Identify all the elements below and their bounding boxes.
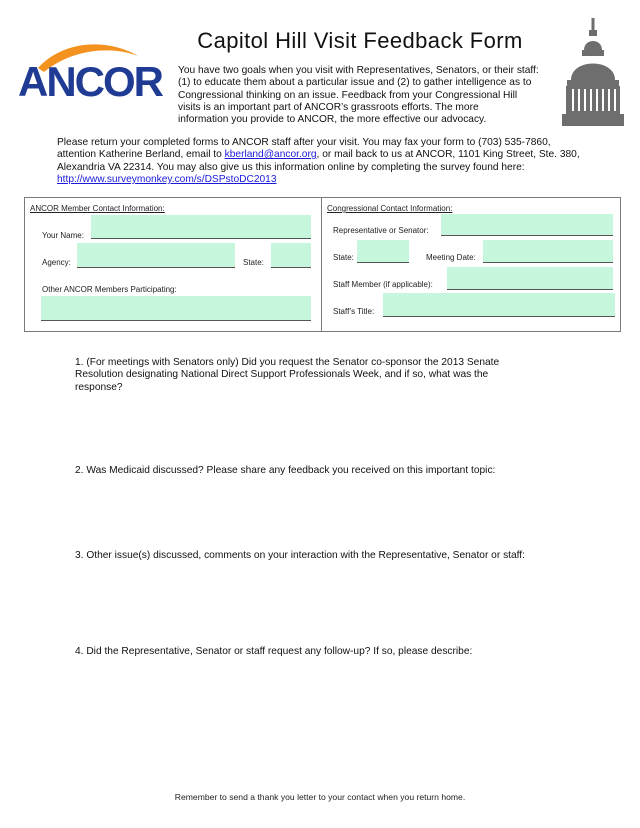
capitol-dome-icon — [562, 16, 624, 126]
question-3 — [75, 550, 575, 562]
agency-field[interactable] — [77, 243, 235, 268]
instructions-line: Alexandria VA 22314. You may also give us this information online by completing the survey found here: — [57, 161, 525, 173]
instructions-text: , or mail back to us at ANCOR, 1101 King Street, Ste. 380, — [316, 149, 580, 161]
staff-member-label: Staff Member (if applicable): — [333, 280, 433, 289]
other-members-label: Other ANCOR Members Participating: — [42, 285, 177, 294]
rep-senator-label: Representative or Senator: — [333, 226, 429, 235]
question-text: 1. (For meetings with Senators only) Did you request the Senator co-sponsor the 2013 Senate — [75, 357, 500, 368]
question-text: 4. Did the Representative, Senator or staff request any follow-up? If so, please describe: — [75, 646, 473, 657]
your-name-label: Your Name: — [42, 231, 84, 240]
intro-line: You have two goals when you visit with Representatives, Senators, or their staff: — [178, 65, 539, 76]
contact-info-box — [24, 197, 621, 332]
agency-label: Agency: — [42, 258, 71, 267]
question-4 — [75, 646, 575, 658]
ancor-logo — [18, 38, 174, 104]
your-name-field[interactable] — [91, 215, 311, 239]
intro-line: (1) to educate them about a particular issue and (2) to gather intelligence as to — [178, 77, 532, 89]
instructions-line — [57, 149, 617, 161]
instructions-line — [57, 174, 617, 186]
survey-link[interactable]: http://www.surveymonkey.com/s/DSPstoDC2013 — [57, 173, 277, 185]
instructions-line: Please return your completed forms to ANCOR staff after your visit. You may fax your form to (703) 535-7860, — [57, 137, 551, 148]
staff-member-field[interactable] — [447, 267, 613, 290]
congress-section-heading: Congressional Contact Information: — [327, 204, 453, 213]
member-state-field[interactable] — [271, 243, 311, 268]
footer-note: Remember to send a thank you letter to your contact when you return home. — [174, 792, 466, 802]
member-section-heading: ANCOR Member Contact Information: — [30, 204, 165, 213]
other-members-field[interactable] — [41, 296, 311, 321]
logo-text: ANCOR — [18, 58, 162, 105]
congress-state-label: State: — [333, 253, 354, 262]
question-1 — [75, 357, 575, 394]
intro-line: Congressional thinking on an issue. Feedback from your Congressional Hill — [178, 89, 518, 101]
staff-title-label: Staff’s Title: — [333, 307, 375, 316]
question-text: 3. Other issue(s) discussed, comments on your interaction with the Representative, Senator or staff: — [75, 550, 525, 561]
rep-senator-field[interactable] — [441, 214, 613, 236]
intro-paragraph — [178, 65, 558, 126]
meeting-date-field[interactable] — [483, 240, 613, 263]
intro-line: visits is an important part of ANCOR’s grassroots efforts. The more — [178, 101, 479, 113]
staff-title-field[interactable] — [383, 293, 615, 317]
question-text: 2. Was Medicaid discussed? Please share any feedback you received on this important topic: — [75, 465, 496, 476]
congress-state-field[interactable] — [357, 240, 409, 263]
email-link[interactable]: kberland@ancor.org — [224, 149, 317, 161]
member-state-label: State: — [243, 258, 264, 267]
instructions-text: attention Katherine Berland, email to — [57, 149, 225, 161]
intro-line: information you provide to ANCOR, the more effective our advocacy. — [178, 114, 487, 126]
question-text: Resolution designating National Direct Support Professionals Week, and if so, what was the — [75, 369, 489, 381]
question-text: response? — [75, 381, 123, 393]
meeting-date-label: Meeting Date: — [426, 253, 476, 262]
section-divider — [321, 198, 322, 331]
page-title: Capitol Hill Visit Feedback Form — [197, 28, 523, 53]
return-instructions — [57, 137, 617, 186]
question-2 — [75, 465, 575, 477]
